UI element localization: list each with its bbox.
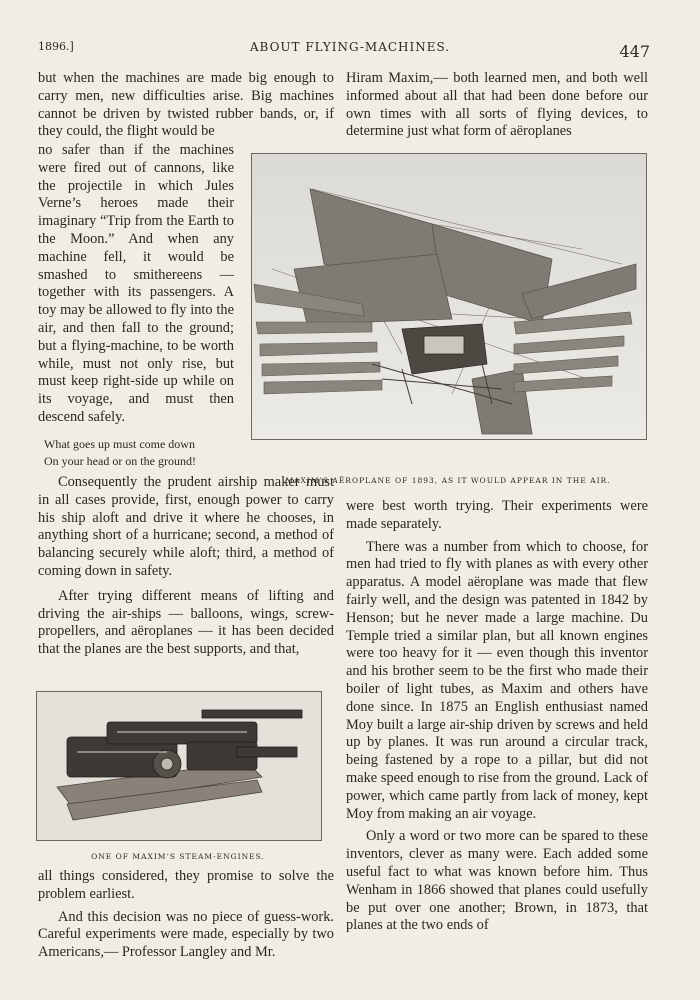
paragraph-right-2: were best worth trying. Their experiments were made separately.: [346, 498, 648, 532]
paragraph-left-4: all things considered, they promise to solve the problem earliest.: [38, 868, 334, 902]
steam-engine-illustration: [37, 692, 321, 840]
paragraph-left-2: Consequently the prudent airship maker must in all cases provide, first, enough power to carry his ship aloft and drive it where he chooses, in anything short of a hurricane; second, a method of balancing securely while aloft; third, a method of coming down in safety.: [38, 474, 334, 579]
page-number: 447: [619, 42, 650, 61]
paragraph-right-4: Only a word or two more can be spared to these inventors, clever as many were. Each added some useful fact to what was known before him. Thus Wenham in 1866 showed that planes could usefully be put over one another; Brown, in 1873, that planes at the two ends of: [346, 828, 648, 934]
figure-steam-engine: [36, 691, 322, 841]
left-column-middle: [38, 474, 334, 659]
rhyme-line-2: On your head or on the ground!: [44, 454, 196, 468]
paragraph-left-1: but when the machines are made big enough to carry men, new difficulties arise. Big machines cannot be driven by twisted rubber bands, or, if they could, the flight would be: [38, 70, 334, 140]
left-column-top: [38, 70, 334, 141]
left-column-wrap: [38, 142, 234, 427]
paragraph-left-3: After trying different means of lifting and driving the air-ships — balloons, wings, screw-propellers, and aëroplanes — it has been decided that the planes are the best supports, and that,: [38, 587, 334, 658]
paragraph-right-1: Hiram Maxim,— both learned men, and both well informed about all that had been done before our own times with all sorts of flying devices, to determine just what form of aëroplanes: [346, 70, 648, 140]
caption-aeroplane: MAXIM’S AËROPLANE OF 1893, AS IT WOULD APPEAR IN THE AIR.: [285, 476, 611, 485]
right-column-bottom: [346, 498, 648, 935]
aeroplane-illustration: [252, 154, 646, 439]
paragraph-left-wrap: no safer than if the machines were fired out of cannons, like the projectile in which Jules Verne’s heroes made their imaginary “Trip from the Earth to the Moon.” And when any machine fell, it would be smashed to smithereens — together with its passengers. A toy may be allowed to fly into the air, and then fall to the ground; but a flying-machine, to be worth while, must not only rise, but must keep right-side up while on its voyage, and must then descend safely.: [38, 142, 234, 425]
running-title: ABOUT FLYING-MACHINES.: [249, 40, 451, 54]
header-year: 1896.]: [38, 40, 74, 53]
paragraph-left-5: And this decision was no piece of guess-work. Careful experiments were made, especially by two Americans,— Professor Langley and Mr.: [38, 908, 334, 961]
right-column-top: [346, 70, 648, 141]
caption-steam-engine: ONE OF MAXIM’S STEAM-ENGINES.: [91, 852, 265, 861]
left-column-bottom: [38, 868, 334, 962]
rhyme-line-1: What goes up must come down: [44, 437, 195, 451]
paragraph-right-3: There was a number from which to choose, for men had tried to fly with planes as with every other apparatus. A model aëroplane was made that flew fairly well, and the design was patented in 1842 by Henson; but he never made a large machine. Du Temple tried a similar plan, but all known engines were too heavy for it — even though this inventor and his brother seem to be the first who made their boiler of light tubes, as Maxim and others have done since. In 1875 an English enthusiast named Moy built a large air-ship driven by screws and held up by planes. It was run around a circular track, being fastened by a rope to a pillar, but did not make speed enough to rise from the ground. Lack of power, which came partly from lack of money, kept Moy from making an air voyage.: [346, 538, 648, 822]
figure-aeroplane: [251, 153, 647, 440]
rhyme: [44, 436, 244, 470]
